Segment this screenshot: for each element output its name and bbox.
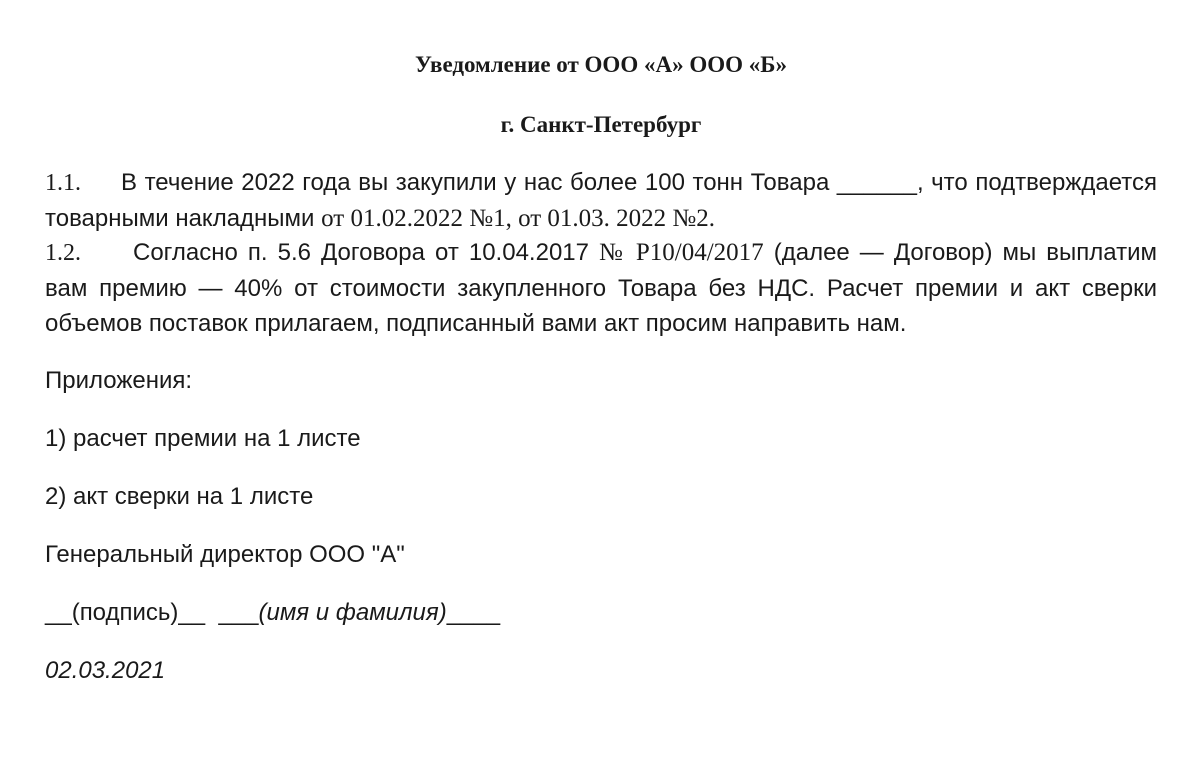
- clause-1-1-invoices: от 01.02.2022 №1, от 01.03. 2022 №2.: [321, 205, 716, 232]
- document-page: [45, 0, 1157, 759]
- document-date: 02.03.2021: [45, 657, 166, 684]
- name-suffix: ____: [446, 599, 501, 626]
- signature-line: [45, 597, 500, 629]
- name-placeholder: (имя и фамилия): [258, 599, 447, 626]
- clause-1-1: [45, 165, 1157, 236]
- name-prefix: ___: [218, 599, 259, 626]
- signature-placeholder: __(подпись)__: [45, 599, 206, 626]
- clause-1-1-text: В течение 2022 года вы закупили у нас более 100 тонн Товара ______, что подтверждается товарными накладными: [45, 169, 1157, 232]
- attachment-item-2: 2) акт сверки на 1 листе: [45, 483, 314, 510]
- city-label: г. Санкт-Петербург: [500, 112, 702, 137]
- clause-1-2-number: 1.2.: [45, 240, 81, 266]
- clause-1-1-number: 1.1.: [45, 170, 81, 196]
- attachment-item-1: 1) расчет премии на 1 листе: [45, 425, 361, 452]
- clause-1-2-text-c: (далее — Договор) мы выплатим вам премию — 40% от стоимости закупленного Товара без НДС. Расчет премии и акт сверки объемов поставок прилагаем, подписанный вами акт просим направить нам.: [45, 239, 1158, 337]
- clause-1-2: [45, 235, 1157, 341]
- clause-1-2-text-a: Согласно п. 5.6 Договора от 10.04.2017: [133, 239, 600, 266]
- signatory-position: Генеральный директор ООО "А": [45, 541, 405, 568]
- attachments-heading: Приложения:: [45, 367, 193, 394]
- contract-number: № Р10/04/2017: [599, 239, 764, 266]
- document-title: Уведомление от ООО «А» ООО «Б»: [415, 52, 787, 77]
